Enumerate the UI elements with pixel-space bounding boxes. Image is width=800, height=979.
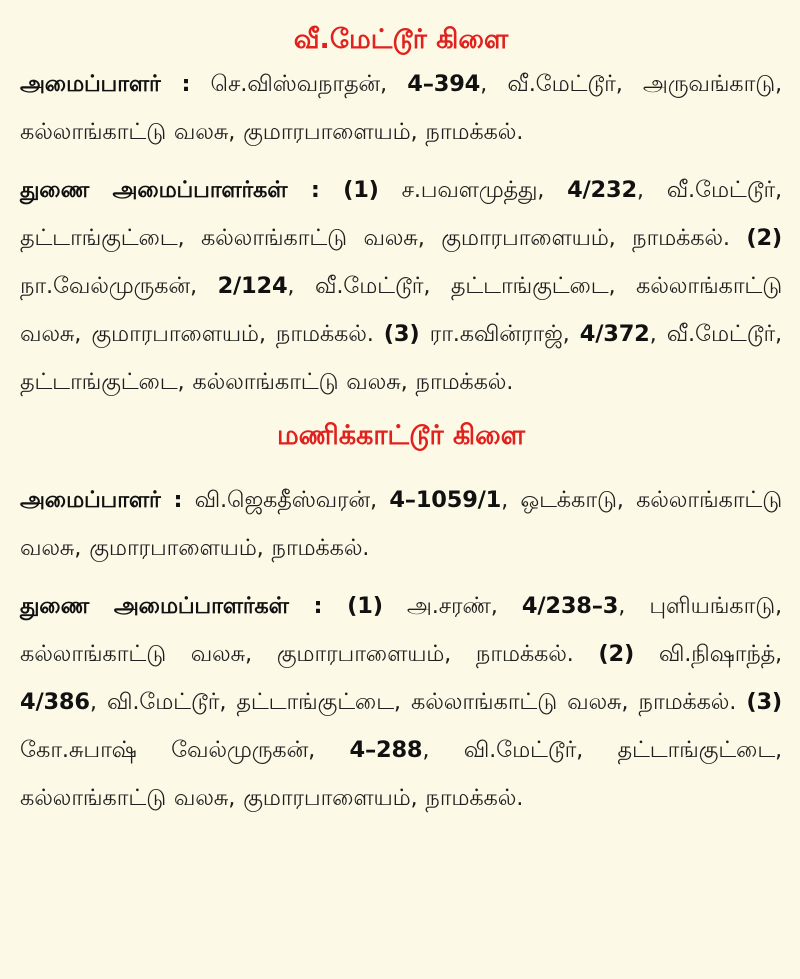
organizer-door-number: 4–394 [407, 71, 481, 97]
deputy-address-3: , வீ.மேட்டூர், தட்டாங்குட்டை, கல்லாங்காட்டு வலசு, நாமக்கல். [20, 321, 782, 395]
organizer-label: அமைப்பாளர் : [20, 71, 191, 97]
organizer-door-number: 4–1059/1 [389, 487, 502, 513]
deputy-name-2: வி.நிஷாந்த், [634, 641, 782, 667]
deputies-label: துணை அமைப்பாளர்கள் : [20, 177, 320, 203]
deputy-name-3: ரா.கவின்ராஜ், [419, 321, 580, 347]
deputy-index-2: (2) [746, 225, 782, 251]
deputy-name-1: ச.பவளமுத்து, [378, 177, 568, 203]
organizer-label: அமைப்பாளர் : [20, 487, 183, 513]
organizer-name: வி.ஜெகதீஸ்வரன், [182, 487, 390, 513]
deputy-door-number-1: 4/238–3 [521, 593, 619, 619]
organizer-paragraph-2 [20, 476, 782, 572]
deputies-paragraph-2 [20, 582, 782, 822]
deputy-address-2: , வி.மேட்டூர், தட்டாங்குட்டை, கல்லாங்காட்டு வலசு, நாமக்கல். [89, 689, 747, 715]
deputy-door-number-2: 2/124 [217, 273, 288, 299]
deputy-address-2: , வீ.மேட்டூர், தட்டாங்குட்டை, கல்லாங்காட்டு வலசு, குமாரபாளையம், நாமக்கல். [20, 273, 782, 347]
deputy-index-1: (1) [319, 177, 379, 203]
deputy-index-3: (3) [383, 321, 420, 347]
deputy-index-3: (3) [746, 689, 782, 715]
deputy-name-2: நா.வேல்முருகன், [20, 273, 218, 299]
deputy-door-number-3: 4–288 [349, 737, 423, 763]
deputy-door-number-3: 4/372 [579, 321, 650, 347]
deputy-address-3: , வி.மேட்டூர், தட்டாங்குட்டை, கல்லாங்காட்டு வலசு, குமாரபாளையம், நாமக்கல். [20, 737, 782, 811]
organizer-address: , வீ.மேட்டூர், அருவங்காடு, கல்லாங்காட்டு வலசு, குமாரபாளையம், நாமக்கல். [20, 71, 782, 145]
deputy-name-1: அ.சரண், [382, 593, 522, 619]
deputy-address-1: , புளியங்காடு, கல்லாங்காட்டு வலசு, குமாரபாளையம், நாமக்கல். [20, 593, 782, 667]
organizer-name: செ.விஸ்வநாதன், [190, 71, 408, 97]
deputy-door-number-1: 4/232 [567, 177, 637, 203]
deputy-index-1: (1) [322, 593, 383, 619]
deputy-door-number-2: 4/386 [20, 689, 90, 715]
deputy-index-2: (2) [598, 641, 635, 667]
deputies-label: துணை அமைப்பாளர்கள் : [20, 593, 323, 619]
section-heading-v-mettur: வீ.மேட்டூர் கிளை [293, 24, 509, 55]
deputy-address-1: , வீ.மேட்டூர், தட்டாங்குட்டை, கல்லாங்காட்டு வலசு, குமாரபாளையம், நாமக்கல். [20, 177, 782, 251]
deputies-paragraph-1 [20, 166, 782, 406]
section-heading-manikkattur: மணிக்காட்டூர் கிளை [276, 420, 526, 451]
deputy-name-3: கோ.சுபாஷ் வேல்முருகன், [20, 737, 350, 763]
organizer-paragraph-1 [20, 60, 782, 156]
organizer-address: , ஒடக்காடு, கல்லாங்காட்டு வலசு, குமாரபாளையம், நாமக்கல். [20, 487, 783, 561]
